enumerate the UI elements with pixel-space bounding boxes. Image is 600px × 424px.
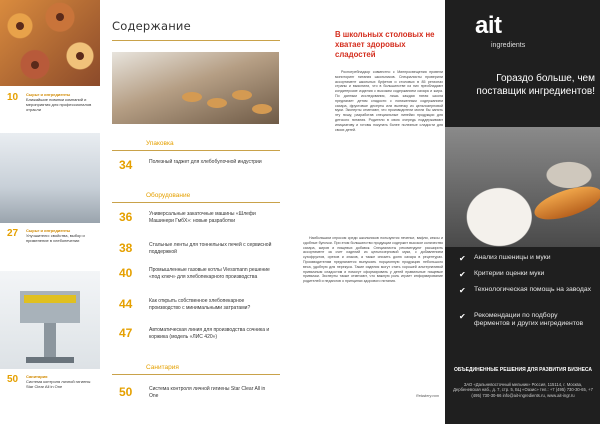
ait-ingredients-advertisement <box>445 0 600 424</box>
section-rule <box>112 150 280 151</box>
ait-logo-subtitle: ingredients <box>491 42 526 49</box>
ad-contact-info: ЗАО «Дальневосточный мельник» Россия, 115114, г. Москва, Дербеневская наб., д. 7, стр. 5, БЦ «Оазис» тел.: +7 (495) 730-30-65, +7 (495) 730-30-66 info@ait-ingredients.ru, www.ait-ingr.ru <box>453 382 593 398</box>
left-caption-title: Санитария <box>26 374 48 379</box>
left-caption-1 <box>26 92 98 112</box>
entry-text: Полезный гаджет для хлебобулочной индустрии <box>149 159 262 165</box>
factory-photo <box>0 133 100 223</box>
left-caption-desc: Ближайшие новинки компаний и мероприятия для профессионалов отрасли <box>26 97 92 112</box>
entry-text: Автоматическая линия для производства сочника и коржика (модель «ЛИС 420») <box>149 327 270 340</box>
entry-page-number: 38 <box>119 241 133 255</box>
section-equipment: Оборудование <box>146 192 191 199</box>
news-article <box>300 0 445 424</box>
check-icon: ✔ <box>459 254 466 263</box>
section-rule <box>112 202 280 203</box>
page-number-10: 10 <box>7 92 19 103</box>
article-text: Наибольшим спросом среди школьников пользуются печенье, вафли, кексы и сдобные булочки. При этом большинство продукции содержит высокое количество сахара, жиров и пищевых добавок. Специалисты рекомендуют расширить ассортимент за счет изделий из цельнозерновой муки, с добавлением сухофруктов, орехов и злаков, а также снизить долю сахара в рецептурах. Производителям предлагается выпускать порционную продукцию небольшого веса, удобную для перекуса. Такие изделия могут стать хорошей альтернативой привычным сладостям и помогут сформировать у детей правильные пищевые привычки. Эксперты также отмечают, что важную роль играет информирование родителей и педагогов о принципах здорового питания. <box>303 236 443 284</box>
entry-page-number: 44 <box>119 297 133 311</box>
left-caption-title: Сырье и ингредиенты <box>26 228 71 233</box>
left-caption-title: Сырье и ингредиенты <box>26 92 71 97</box>
section-sanitation: Санитария <box>146 364 179 371</box>
ad-tagline: ОБЪЕДИНЕННЫЕ РЕШЕНИЯ ДЛЯ РАЗВИТИЯ БИЗНЕСА <box>453 367 593 373</box>
title-rule <box>112 40 280 41</box>
left-caption-desc: Улучшители: свойства, выбор и применение в хлебопечении <box>26 233 85 243</box>
donuts-photo <box>0 0 100 86</box>
check-icon: ✔ <box>459 286 466 295</box>
article-signature: Rebakery.com <box>416 394 439 398</box>
section-packaging: Упаковка <box>146 140 174 147</box>
article-headline: В школьных столовых не хватает здоровых сладостей <box>335 30 435 59</box>
entry-text: Универсальные закаточные машины «Шлефи Машинери ГмбХ»: новые разработки <box>149 211 256 224</box>
left-caption-3 <box>26 374 98 389</box>
left-caption-2 <box>26 228 98 243</box>
entry-text: Как открыть собственное хлебопекарное производство с минимальными затратами? <box>149 298 251 311</box>
ait-logo: ait <box>475 12 502 39</box>
entry-text: Система контроля личной гигиены Star Clear All in One <box>149 386 266 399</box>
hygiene-station-photo <box>0 271 100 369</box>
check-icon: ✔ <box>459 312 466 321</box>
article-text: Роспотребнадзор совместно с Минпросвещения провели мониторинг питания школьников. Специалисты проверили ассортимент школьных буфетов и столовых в 85 регионах страны и выяснили, что в большинстве из них преобладают кондитерские изделия с высоким содержанием сахара и жира. По данным исследования, лишь каждая пятая школа предлагает детям сладости с пониженным содержанием сахара, фруктовые десерты или выпечку из цельнозерновой муки. Эксперты отмечают, что производители могли бы занять эту нишу, разработав специальные линейки продукции для детского питания. Родители в свою очередь поддерживают инициативу и готовы покупать более полезные сладости для своих детей. <box>335 70 443 132</box>
ad-feature-text: Рекомендации по подбору ферментов и других ингредиентов <box>474 312 584 327</box>
ad-feature-text: Технологическая помощь на заводах <box>474 286 592 293</box>
entry-page-number: 50 <box>119 385 133 399</box>
check-icon: ✔ <box>459 270 466 279</box>
entry-page-number: 47 <box>119 326 133 340</box>
entry-page-number: 34 <box>119 158 133 172</box>
page-number-27: 27 <box>7 228 19 239</box>
contents-title: Содержание <box>112 19 191 33</box>
page-number-50: 50 <box>7 374 19 385</box>
entry-text: Промышленные газовые котлы Viessmann решение «под ключ» для хлебопекарного производства <box>149 267 270 280</box>
article-column-2 <box>303 236 443 386</box>
contents-column <box>108 0 280 424</box>
left-caption-desc: Система контроля личной гигиены Star Clear All in One <box>26 379 91 389</box>
entry-text: Стальные ленты для тоннельных печей с сервисной поддержкой <box>149 242 272 255</box>
bakers-photo <box>112 52 279 124</box>
ad-feature-text: Критерии оценки муки <box>474 270 545 277</box>
ad-feature-text: Анализ пшеницы и муки <box>474 254 551 261</box>
entry-page-number: 36 <box>119 210 133 224</box>
ad-slogan: Гораздо больше, чем поставщик ингредиентов! <box>476 73 595 97</box>
left-photo-column <box>0 0 100 424</box>
section-rule <box>112 374 280 375</box>
entry-page-number: 40 <box>119 266 133 280</box>
article-column-1 <box>335 70 443 232</box>
